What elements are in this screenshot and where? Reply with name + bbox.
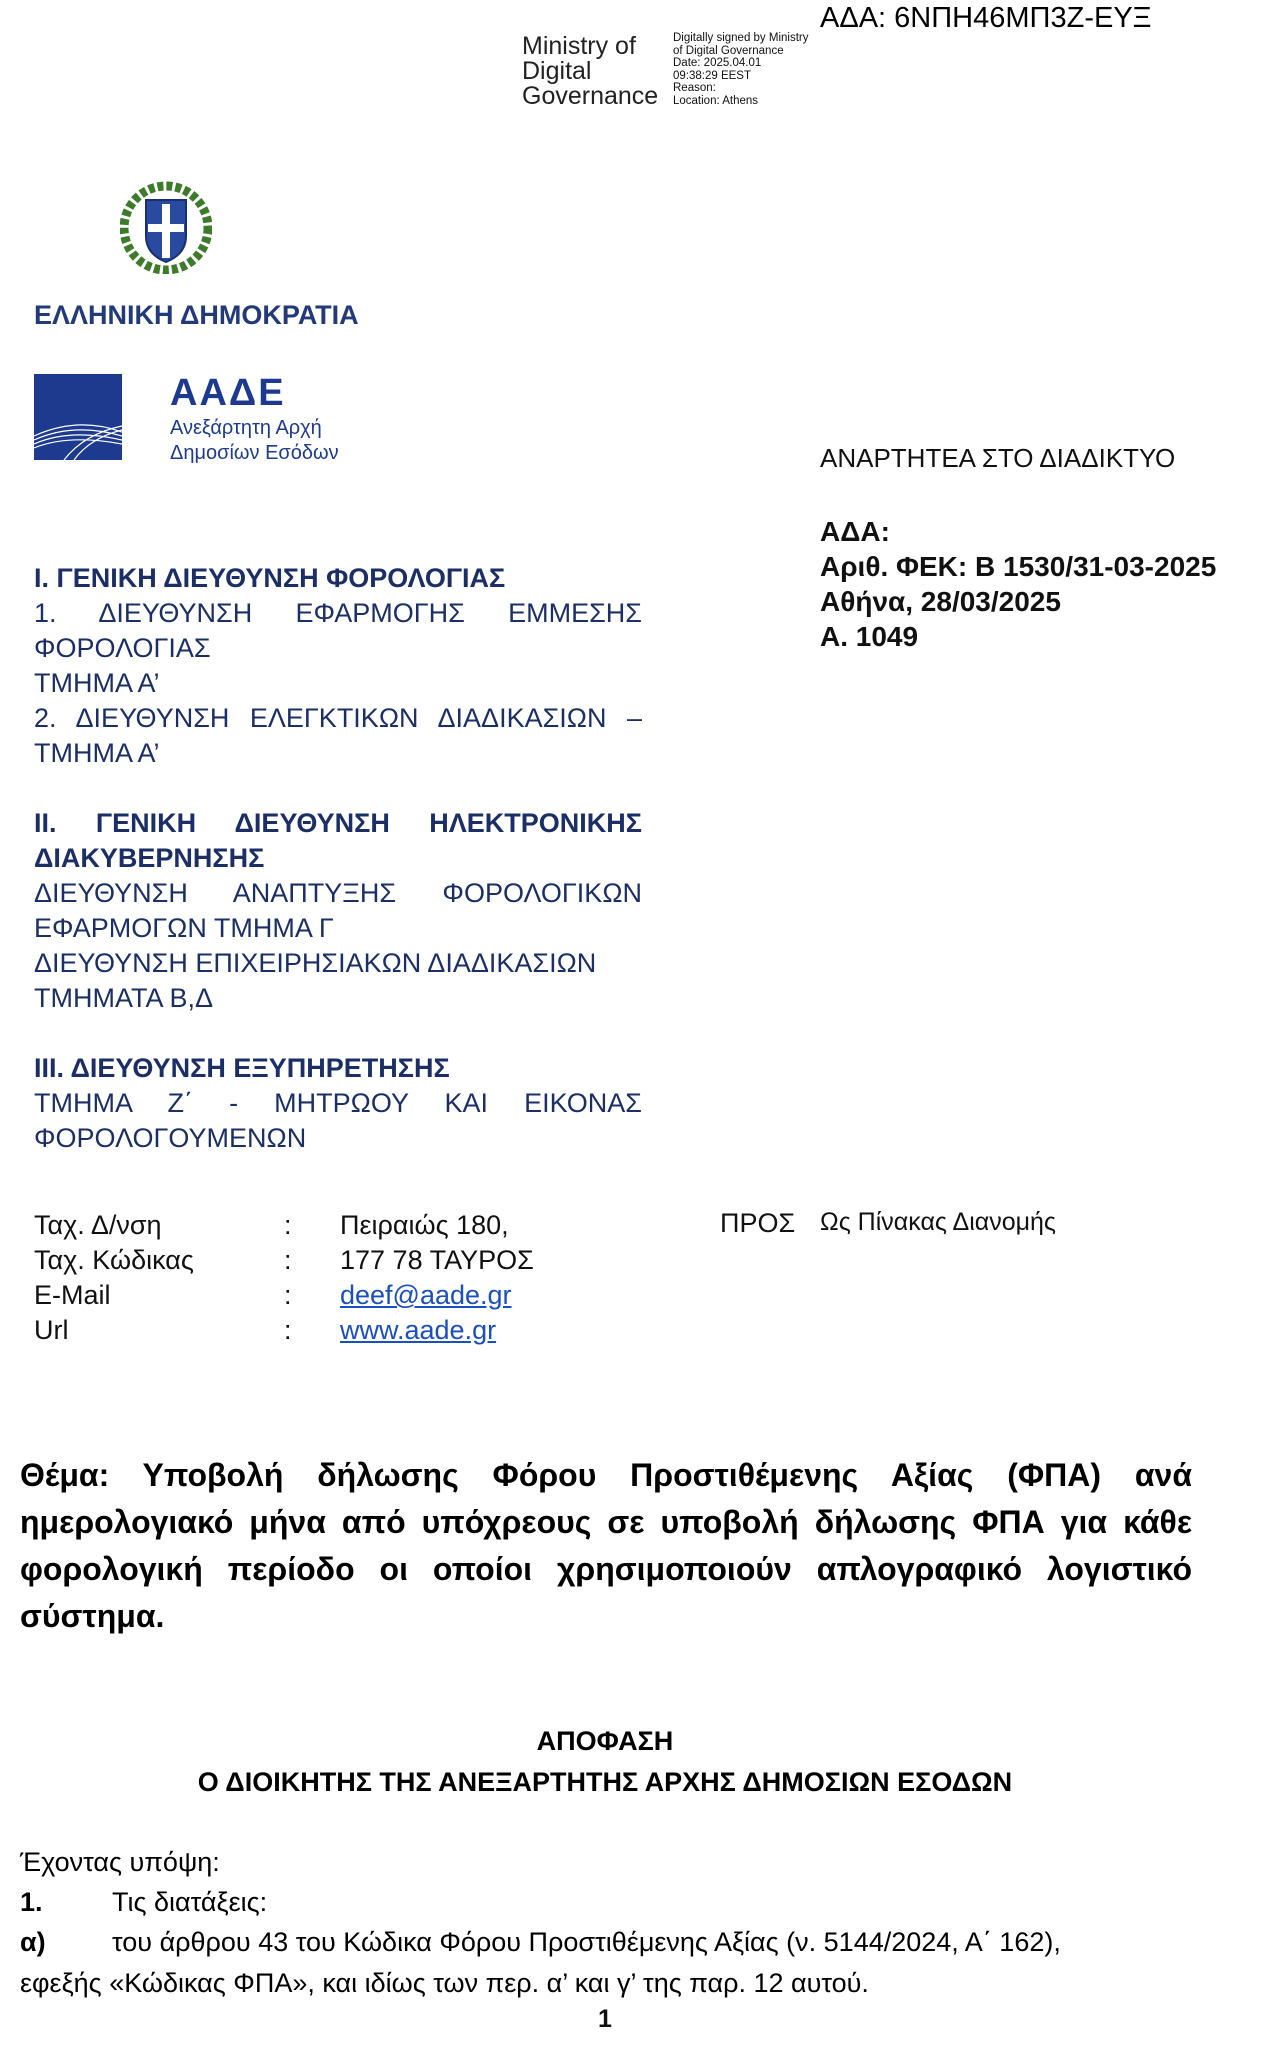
department-group-1: Ι. ΓΕΝΙΚΗ ΔΙΕΥΘΥΝΣΗ ΦΟΡΟΛΟΓΙΑΣ 1. ΔΙΕΥΘΥΝΣΗ ΕΦΑΡΜΟΓΗΣ ΕΜΜΕΣΗΣ ΦΟΡΟΛΟΓΙΑΣ ΤΜΗΜΑ Α’ 2. ΔΙΕΥΘΥΝΣΗ ΕΛΕΓΚΤΙΚΩΝ ΔΙΑΔΙΚΑΣΙΩΝ – ΤΜΗΜΑ Α’ (34, 563, 642, 768)
document-reference-block (820, 514, 1216, 654)
issuer-republic: ΕΛΛΗΝΙΚΗ ΔΗΜΟΚΡΑΤΙΑ (34, 300, 359, 330)
greek-coat-of-arms-icon (120, 178, 212, 274)
aade-logo-mark-icon (34, 374, 122, 460)
department-group-2: ΙΙ. ΓΕΝΙΚΗ ΔΙΕΥΘΥΝΣΗ ΗΛΕΚΤΡΟΝΙΚΗΣ ΔΙΑΚΥΒΕΡΝΗΣΗΣ ΔΙΕΥΘΥΝΣΗ ΑΝΑΠΤΥΞΗΣ ΦΟΡΟΛΟΓΙΚΩΝ ΕΦΑΡΜΟΓΩΝ ΤΜΗΜΑ Γ ΔΙΕΥΘΥΝΣΗ ΕΠΙΧΕΙΡΗΣΙΑΚΩΝ ΔΙΑΔΙΚΑΣΙΩΝ ΤΜΗΜΑΤΑ Β,Δ (34, 808, 642, 1013)
aade-logo (34, 372, 364, 468)
decision-authority: Ο ΔΙΟΙΚΗΤΗΣ ΤΗΣ ΑΝΕΞΑΡΤΗΤΗΣ ΑΡΧΗΣ ΔΗΜΟΣΙΩΝ ΕΣΟΔΩΝ (197, 1767, 1013, 1797)
ada-code-top: ΑΔΑ: 6ΝΠΗ46ΜΠ3Ζ-ΕΥΞ (820, 2, 1152, 34)
page-number: 1 (598, 2005, 612, 2033)
body-item-1: 1. Τις διατάξεις: (20, 1887, 268, 1917)
body-item-a-continuation: εφεξής «Κώδικας ΦΠΑ», και ιδίως των περ. α’ και γ’ της παρ. 12 αυτού. (20, 1968, 869, 1998)
aade-logo-name: ΑΑΔΕ (170, 372, 286, 414)
ministry-signature-name: Ministry of Digital Governance (522, 32, 659, 110)
document-date: Αθήνα, 28/03/2025 (820, 586, 1061, 617)
website-link[interactable]: www.aade.gr (340, 1315, 497, 1345)
post-online-note: ΑΝΑΡΤΗΤΕΑ ΣΤΟ ΔΙΑΔΙΚΤΥΟ (820, 443, 1176, 473)
aade-logo-subtitle: Ανεξάρτητη Αρχή Δημοσίων Εσόδων (170, 417, 339, 464)
body-intro: Έχοντας υπόψη: (20, 1847, 220, 1877)
recipient-value: Ως Πίνακας Διανομής (820, 1208, 1056, 1236)
document-subject: Θέμα: Υποβολή δήλωσης Φόρου Προστιθέμενης Αξίας (ΦΠΑ) ανά ημερολογιακό μήνα από υπόχρεους σε υποβολή δήλωσης ΦΠΑ για κάθε φορολογική περίοδο οι οποίοι χρησιμοποιούν απλογραφικό λογιστικό σύστημα. (20, 1457, 1192, 1634)
email-link[interactable]: deef@aade.gr (340, 1280, 512, 1310)
decision-title: ΑΠΟΦΑΣΗ (536, 1726, 674, 1756)
recipient-label: ΠΡΟΣ (720, 1208, 796, 1238)
department-group-3: ΙΙΙ. ΔΙΕΥΘΥΝΣΗ ΕΞΥΠΗΡΕΤΗΣΗΣ ΤΜΗΜΑ Ζ΄ - ΜΗΤΡΩΟΥ ΚΑΙ ΕΙΚΟΝΑΣ ΦΟΡΟΛΟΓΟΥΜΕΝΩΝ (34, 1053, 642, 1153)
protocol-number: Α. 1049 (820, 621, 919, 652)
body-item-a: α) του άρθρου 43 του Κώδικα Φόρου Προστιθέμενης Αξίας (ν. 5144/2024, Α΄ 162), (20, 1927, 1061, 1957)
ada-label: ΑΔΑ: (820, 516, 890, 547)
department-group-1-title: Ι. ΓΕΝΙΚΗ ΔΙΕΥΘΥΝΣΗ ΦΟΡΟΛΟΓΙΑΣ (34, 563, 506, 593)
fek-number: Αριθ. ΦΕΚ: Β 1530/31-03-2025 (820, 551, 1217, 582)
department-group-2-title: ΙΙ. ΓΕΝΙΚΗ ΔΙΕΥΘΥΝΣΗ ΗΛΕΚΤΡΟΝΙΚΗΣ (34, 808, 642, 838)
digital-signature-details: Digitally signed by Ministry of Digital Governance Date: 2025.04.01 09:38:29 EEST Reason: Location: Athens (673, 32, 809, 107)
department-group-3-title: ΙΙΙ. ΔΙΕΥΘΥΝΣΗ ΕΞΥΠΗΡΕΤΗΣΗΣ (34, 1053, 450, 1083)
